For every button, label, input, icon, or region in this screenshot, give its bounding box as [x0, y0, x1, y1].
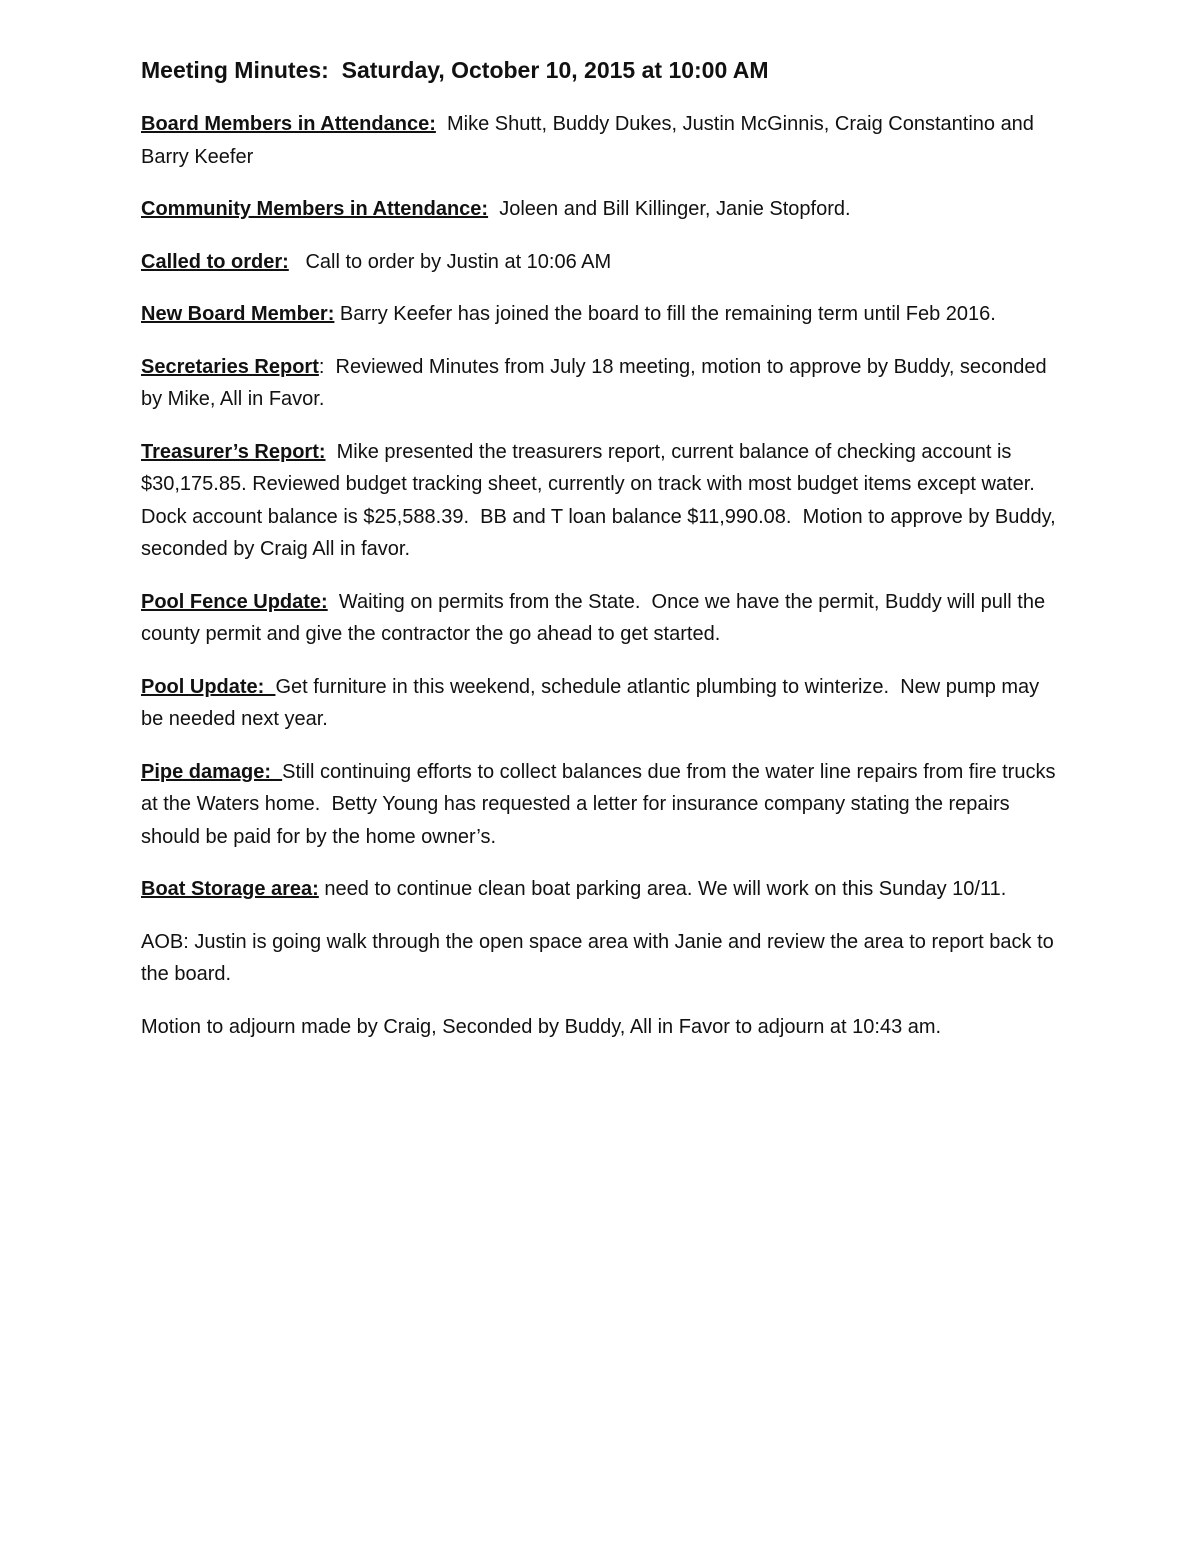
section-text: Call to order by Justin at 10:06 AM: [288, 250, 612, 273]
section-text: AOB: Justin is going walk through the open space area with Janie and review the area to report back to the board.: [141, 930, 1060, 985]
page-title: Meeting Minutes: Saturday, October 10, 2015 at 10:00 AM: [141, 57, 769, 83]
section-label: Called to order:: [141, 250, 289, 273]
section-text: Barry Keefer has joined the board to fill the remaining term until Feb 2016.: [334, 303, 996, 325]
section-pool-update: [141, 671, 1061, 736]
section-label: New Board Member:: [141, 303, 335, 325]
section-label: Pool Fence Update:: [141, 590, 328, 613]
section-text: Mike Shutt, Buddy Dukes, Justin McGinnis, Craig Constantino and Barry Keefer: [141, 113, 1040, 168]
section-label: Pipe damage:: [141, 760, 283, 783]
section-label: Community Members in Attendance:: [141, 198, 489, 220]
section-text: Waiting on permits from the State. Once we have the permit, Buddy will pull the county permit and give the contractor the go ahead to get started.: [141, 590, 1051, 645]
section-secretaries-report: [141, 351, 1061, 416]
section-pipe-damage: [141, 756, 1061, 854]
section-adjourn: [141, 1011, 1061, 1044]
section-text: Motion to adjourn made by Craig, Seconded by Buddy, All in Favor to adjourn at 10:43 am.: [141, 1015, 942, 1038]
section-called-to-order: [141, 246, 1061, 279]
section-label: Boat Storage area:: [141, 878, 319, 900]
section-aob: [141, 926, 1061, 991]
section-boat-storage: [141, 873, 1061, 906]
section-new-board-member: [141, 298, 1061, 331]
section-text: Still continuing efforts to collect balances due from the water line repairs from fire trucks at the Waters home. Betty Young has requested a letter for insurance company stating the repairs should be paid for by the home owner’s.: [141, 760, 1062, 848]
section-label: Secretaries Report: [141, 355, 319, 378]
section-board-members: [141, 108, 1061, 173]
section-text: Joleen and Bill Killinger, Janie Stopford.: [488, 198, 851, 220]
section-community-members: [141, 193, 1061, 226]
section-pool-fence-update: [141, 586, 1061, 651]
section-label: Board Members in Attendance:: [141, 113, 436, 135]
section-text: Mike presented the treasurers report, current balance of checking account is $30,175.85. Reviewed budget tracking sheet, currently on track with most budget items except water. Dock account balance is $25,588.39. BB and T loan balance $11,990.08. Motion to approve by Buddy, seconded by Craig All in favor.: [141, 440, 1062, 560]
section-text: : Reviewed Minutes from July 18 meeting, motion to approve by Buddy, seconded by Mike, All in Favor.: [141, 355, 1053, 410]
section-text: need to continue clean boat parking area. We will work on this Sunday 10/11.: [318, 878, 1007, 900]
section-text: Get furniture in this weekend, schedule atlantic plumbing to winterize. New pump may be needed next year.: [141, 675, 1045, 730]
section-label: Treasurer’s Report:: [141, 440, 326, 463]
section-treasurers-report: [141, 436, 1061, 566]
section-label: Pool Update:: [141, 675, 276, 698]
document-page: [141, 54, 1061, 1063]
